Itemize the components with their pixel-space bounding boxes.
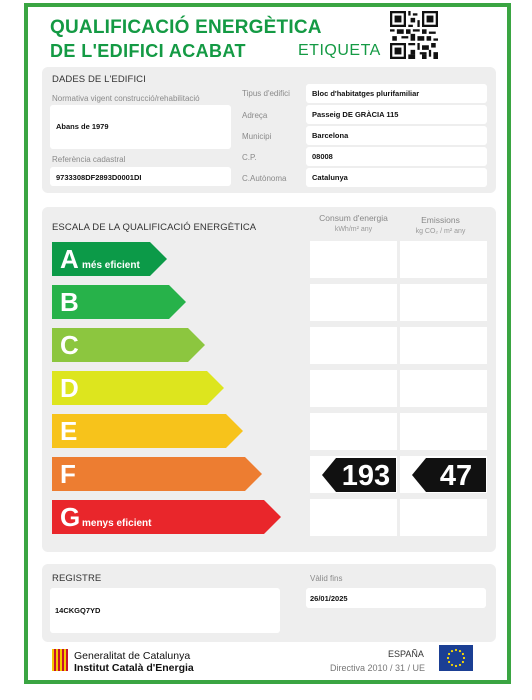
valid-field (306, 588, 486, 608)
class-note: menys eficient (82, 518, 152, 529)
consum-cell-b (310, 284, 397, 321)
title-line-2: DE L'EDIFICI ACABAT (50, 41, 246, 61)
ref-cadastral-label: Referència cadastral (52, 155, 126, 164)
consum-marker-value: 193 (341, 460, 391, 492)
class-letter: E (60, 416, 78, 446)
tipus-label: Tipus d'edifici (242, 89, 290, 98)
class-letter: B (60, 287, 79, 317)
icaen-name: Institut Català d'Energia (74, 662, 194, 674)
consum-cell-d (310, 370, 397, 407)
qr-code-icon (390, 11, 438, 59)
valid-value: 26/01/2025 (310, 594, 348, 603)
title-line-1: QUALIFICACIÓ ENERGÈTICA (50, 17, 322, 38)
emissions-cell-c (400, 327, 487, 364)
emissions-marker (412, 458, 486, 492)
consum-marker (322, 458, 396, 492)
class-letter: C (60, 330, 79, 360)
energy-scale-title: ESCALA DE LA QUALIFICACIÓ ENERGÈTICA (52, 222, 257, 233)
generalitat-name: Generalitat de Catalunya (74, 650, 191, 662)
class-f-bar (52, 457, 263, 491)
class-b-bar (52, 285, 187, 319)
normativa-label: Normativa vigent construcció/rehabilitació (52, 94, 200, 103)
consum-cell-a (310, 241, 397, 278)
ref-cadastral-value: 9733308DF2893D0001DI (56, 173, 142, 182)
class-letter: G (60, 502, 81, 532)
tipus-field (306, 84, 487, 103)
consum-cell-c (310, 327, 397, 364)
energy-scale-panel (42, 207, 496, 552)
emissions-cell-e (400, 413, 487, 450)
espana-label: ESPAÑA (388, 649, 424, 659)
consum-column-title: Consum d'energia (319, 213, 388, 223)
class-c-bar (52, 328, 206, 362)
valid-label: Vàlid fins (310, 574, 343, 583)
label-footer (28, 645, 507, 685)
class-e-bar (52, 414, 244, 448)
class-letter: A (60, 244, 79, 274)
generalitat-logo-icon (52, 649, 68, 671)
class-g-bar (52, 500, 282, 534)
municipi-value: Barcelona (312, 131, 349, 140)
normativa-value: Abans de 1979 (56, 122, 109, 131)
directiva-label: Directiva 2010 / 31 / UE (330, 663, 426, 673)
emissions-column-title: Emissions (421, 215, 460, 225)
cp-field (306, 147, 487, 166)
comunitat-autonoma-value: Catalunya (312, 173, 348, 182)
building-data-panel (42, 67, 496, 193)
energy-label (24, 3, 511, 684)
etiqueta-label: ETIQUETA (298, 42, 381, 59)
eu-flag-icon (439, 645, 473, 671)
comunitat-autonoma-field (306, 168, 487, 187)
consum-cell-e (310, 413, 397, 450)
class-a-bar (52, 242, 168, 276)
comunitat-autonoma-label: C.Autònoma (242, 174, 287, 183)
emissions-cell-b (400, 284, 487, 321)
class-letter: F (60, 459, 76, 489)
ref-cadastral-field (50, 167, 231, 186)
emissions-cell-g (400, 499, 487, 536)
normativa-field (50, 105, 231, 149)
emissions-column-unit: kg CO₂ / m² any (415, 228, 466, 235)
label-header (28, 7, 507, 67)
adreca-value: Passeig DE GRÀCIA 115 (312, 110, 399, 119)
class-note: més eficient (82, 260, 140, 271)
adreca-label: Adreça (242, 111, 268, 120)
emissions-cell-d (400, 370, 487, 407)
municipi-label: Municipi (242, 132, 272, 141)
cp-label: C.P. (242, 153, 257, 162)
registre-value: 14CKGQ7YD (55, 606, 101, 615)
registre-panel (42, 564, 496, 642)
building-data-title: DADES DE L'EDIFICI (52, 74, 146, 85)
cp-value: 08008 (312, 152, 333, 161)
consum-cell-g (310, 499, 397, 536)
registre-field (50, 588, 280, 633)
class-letter: D (60, 373, 79, 403)
registre-title: REGISTRE (52, 573, 102, 584)
adreca-field (306, 105, 487, 124)
emissions-cell-a (400, 241, 487, 278)
class-d-bar (52, 371, 225, 405)
emissions-marker-value: 47 (439, 460, 473, 492)
consum-column-unit: kWh/m² any (334, 226, 373, 233)
municipi-field (306, 126, 487, 145)
tipus-value: Bloc d'habitatges plurifamiliar (312, 89, 420, 98)
